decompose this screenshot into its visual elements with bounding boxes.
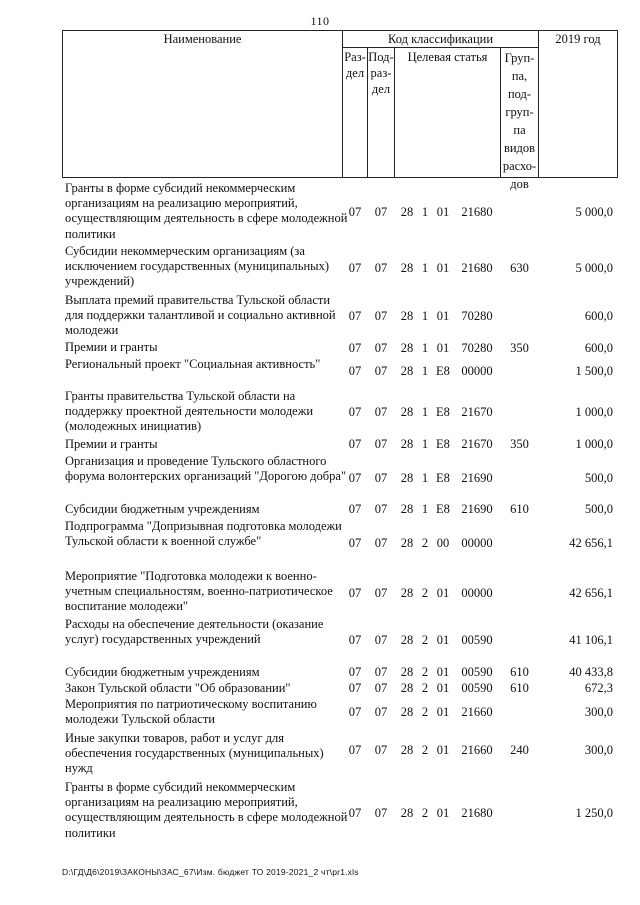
row-section: 07 — [348, 806, 362, 820]
row-amount: 1 250,0 — [575, 806, 613, 820]
row-program: 28 — [400, 633, 414, 647]
table-row — [0, 437, 640, 454]
row-direction: 21690 — [461, 471, 493, 485]
table-row — [0, 617, 640, 665]
row-amount: 500,0 — [584, 471, 613, 485]
row-event: 01 — [436, 743, 450, 757]
row-direction: 21670 — [461, 405, 493, 419]
table-row — [0, 697, 640, 730]
row-name: Премии и гранты — [65, 437, 158, 451]
row-amount: 500,0 — [584, 502, 613, 516]
row-subsection: 07 — [374, 806, 388, 820]
row-program: 28 — [400, 437, 414, 451]
row-subprogram: 2 — [421, 665, 429, 679]
row-subprogram: 1 — [421, 405, 429, 419]
row-event: 01 — [436, 309, 450, 323]
row-section: 07 — [348, 437, 362, 451]
row-subsection: 07 — [374, 437, 388, 451]
row-event: 01 — [436, 205, 450, 219]
row-direction: 00590 — [461, 633, 493, 647]
row-subprogram: 1 — [421, 471, 429, 485]
row-section: 07 — [348, 502, 362, 516]
row-section: 07 — [348, 364, 362, 378]
row-event: E8 — [436, 364, 450, 378]
table-row — [0, 454, 640, 501]
row-section: 07 — [348, 309, 362, 323]
row-name: Выплата премий правительства Тульской области для поддержки талантливой и социально активной молодежи — [65, 293, 336, 338]
table-row — [0, 357, 640, 387]
row-program: 28 — [400, 471, 414, 485]
row-event: E8 — [436, 437, 450, 451]
row-subprogram: 2 — [421, 806, 429, 820]
row-expense-type: 630 — [510, 261, 529, 275]
row-direction: 00590 — [461, 665, 493, 679]
row-event: 01 — [436, 633, 450, 647]
row-subsection: 07 — [374, 364, 388, 378]
row-program: 28 — [400, 502, 414, 516]
row-section: 07 — [348, 261, 362, 275]
row-expense-type: 610 — [510, 665, 529, 679]
row-subprogram: 1 — [421, 205, 429, 219]
row-direction: 21670 — [461, 437, 493, 451]
table-row — [0, 293, 640, 339]
row-program: 28 — [400, 743, 414, 757]
row-direction: 00000 — [461, 364, 493, 378]
row-section: 07 — [348, 471, 362, 485]
row-subprogram: 2 — [421, 743, 429, 757]
row-section: 07 — [348, 665, 362, 679]
row-subprogram: 1 — [421, 364, 429, 378]
row-program: 28 — [400, 364, 414, 378]
row-subsection: 07 — [374, 586, 388, 600]
row-event: 01 — [436, 665, 450, 679]
row-subsection: 07 — [374, 681, 388, 695]
header-expense-group: Груп- па, под- груп- па видов расхо- дов — [502, 51, 537, 191]
row-program: 28 — [400, 586, 414, 600]
header-target-item: Целевая статья — [407, 50, 488, 64]
row-subsection: 07 — [374, 743, 388, 757]
table-row — [0, 244, 640, 292]
row-amount: 40 433,8 — [569, 665, 613, 679]
row-subsection: 07 — [374, 309, 388, 323]
row-subsection: 07 — [374, 471, 388, 485]
row-program: 28 — [400, 665, 414, 679]
row-direction: 00000 — [461, 536, 493, 550]
row-name: Региональный проект "Социальная активность" — [65, 357, 321, 371]
row-name: Мероприятия по патриотическому воспитанию молодежи Тульской области — [65, 697, 317, 727]
row-name: Закон Тульской области "Об образовании" — [65, 681, 291, 695]
row-section: 07 — [348, 633, 362, 647]
row-subsection: 07 — [374, 633, 388, 647]
row-expense-type: 350 — [510, 437, 529, 451]
row-amount: 41 106,1 — [569, 633, 613, 647]
row-subprogram: 2 — [421, 536, 429, 550]
row-event: 00 — [436, 536, 450, 550]
page-number: 110 — [310, 14, 330, 28]
row-subprogram: 2 — [421, 681, 429, 695]
row-name: Гранты в форме субсидий некоммерческим организациям на реализацию мероприятий, осуществляющим деятельность в сфере молодежной политики — [65, 181, 348, 241]
row-program: 28 — [400, 341, 414, 355]
header-subsection: Под- раз- дел — [368, 50, 394, 96]
row-expense-type: 240 — [510, 743, 529, 757]
row-subsection: 07 — [374, 502, 388, 516]
row-section: 07 — [348, 586, 362, 600]
row-subprogram: 1 — [421, 309, 429, 323]
row-direction: 21660 — [461, 743, 493, 757]
row-subprogram: 1 — [421, 261, 429, 275]
row-subsection: 07 — [374, 536, 388, 550]
table-row — [0, 731, 640, 779]
row-direction: 00590 — [461, 681, 493, 695]
row-subsection: 07 — [374, 261, 388, 275]
row-program: 28 — [400, 705, 414, 719]
row-subsection: 07 — [374, 705, 388, 719]
row-amount: 300,0 — [584, 743, 613, 757]
row-program: 28 — [400, 405, 414, 419]
row-direction: 00000 — [461, 586, 493, 600]
row-section: 07 — [348, 536, 362, 550]
row-event: 01 — [436, 806, 450, 820]
row-name: Гранты правительства Тульской области на поддержку проектной деятельности молодежи (молодежных инициатив) — [65, 389, 314, 434]
table-row — [0, 340, 640, 357]
row-subsection: 07 — [374, 341, 388, 355]
table-row — [0, 569, 640, 617]
row-section: 07 — [348, 205, 362, 219]
row-event: 01 — [436, 261, 450, 275]
row-program: 28 — [400, 681, 414, 695]
row-direction: 21690 — [461, 502, 493, 516]
row-event: 01 — [436, 586, 450, 600]
row-name: Гранты в форме субсидий некоммерческим организациям на реализацию мероприятий, осуществляющим деятельность в сфере молодежной политики — [65, 780, 348, 840]
row-program: 28 — [400, 806, 414, 820]
row-event: 01 — [436, 705, 450, 719]
row-amount: 600,0 — [584, 309, 613, 323]
row-subprogram: 2 — [421, 705, 429, 719]
header-year: 2019 год — [555, 32, 601, 46]
row-subprogram: 2 — [421, 586, 429, 600]
row-event: 01 — [436, 681, 450, 695]
row-event: E8 — [436, 471, 450, 485]
row-section: 07 — [348, 341, 362, 355]
row-event: E8 — [436, 405, 450, 419]
row-amount: 1 500,0 — [575, 364, 613, 378]
row-amount: 672,3 — [584, 681, 613, 695]
table-row — [0, 780, 640, 843]
header-name: Наименование — [163, 32, 242, 46]
row-expense-type: 610 — [510, 502, 529, 516]
row-section: 07 — [348, 405, 362, 419]
row-amount: 5 000,0 — [575, 205, 613, 219]
row-subprogram: 2 — [421, 633, 429, 647]
table-row — [0, 519, 640, 567]
row-direction: 21680 — [461, 261, 493, 275]
row-direction: 70280 — [461, 309, 493, 323]
row-name: Подпрограмма "Допризывная подготовка молодежи Тульской области к военной службе" — [65, 519, 342, 549]
table-row — [0, 389, 640, 437]
row-subsection: 07 — [374, 405, 388, 419]
row-expense-type: 610 — [510, 681, 529, 695]
footer-file-path: D:\ГД\Д6\2019\ЗАКОНЫ\ЗАС_67\Изм. бюджет ТО 2019-2021_2 чт\pr1.xls — [62, 867, 359, 877]
row-subprogram: 1 — [421, 341, 429, 355]
row-program: 28 — [400, 261, 414, 275]
row-event: 01 — [436, 341, 450, 355]
row-name: Организация и проведение Тульского областного форума волонтерских организаций "Дорогою добра" — [65, 454, 347, 484]
row-direction: 21680 — [461, 205, 493, 219]
row-section: 07 — [348, 705, 362, 719]
row-amount: 42 656,1 — [569, 536, 613, 550]
table-row — [0, 681, 640, 697]
row-amount: 600,0 — [584, 341, 613, 355]
table-row — [0, 502, 640, 518]
header-code-group: Код классификации — [387, 32, 494, 46]
row-event: E8 — [436, 502, 450, 516]
row-name: Субсидии бюджетным учреждениям — [65, 502, 260, 516]
row-section: 07 — [348, 681, 362, 695]
row-name: Субсидии бюджетным учреждениям — [65, 665, 260, 679]
row-amount: 300,0 — [584, 705, 613, 719]
row-amount: 5 000,0 — [575, 261, 613, 275]
row-name: Расходы на обеспечение деятельности (оказание услуг) государственных учреждений — [65, 617, 324, 647]
row-direction: 21660 — [461, 705, 493, 719]
table-row — [0, 181, 640, 244]
row-subprogram: 1 — [421, 437, 429, 451]
table-row — [0, 665, 640, 681]
row-expense-type: 350 — [510, 341, 529, 355]
row-name: Премии и гранты — [65, 340, 158, 354]
row-name: Мероприятие "Подготовка молодежи к военно-учетным специальностям, военно-патриотическое воспитание молодежи" — [65, 569, 333, 614]
row-amount: 1 000,0 — [575, 437, 613, 451]
row-program: 28 — [400, 309, 414, 323]
row-program: 28 — [400, 205, 414, 219]
row-amount: 42 656,1 — [569, 586, 613, 600]
row-subprogram: 1 — [421, 502, 429, 516]
row-direction: 70280 — [461, 341, 493, 355]
row-subsection: 07 — [374, 205, 388, 219]
header-section: Раз- дел — [344, 50, 366, 80]
row-program: 28 — [400, 536, 414, 550]
row-subsection: 07 — [374, 665, 388, 679]
row-name: Иные закупки товаров, работ и услуг для обеспечения государственных (муниципальных) нужд — [65, 731, 324, 776]
row-name: Субсидии некоммерческим организациям (за исключением государственных (муниципальных) учреждений) — [65, 244, 329, 289]
row-direction: 21680 — [461, 806, 493, 820]
row-section: 07 — [348, 743, 362, 757]
row-amount: 1 000,0 — [575, 405, 613, 419]
